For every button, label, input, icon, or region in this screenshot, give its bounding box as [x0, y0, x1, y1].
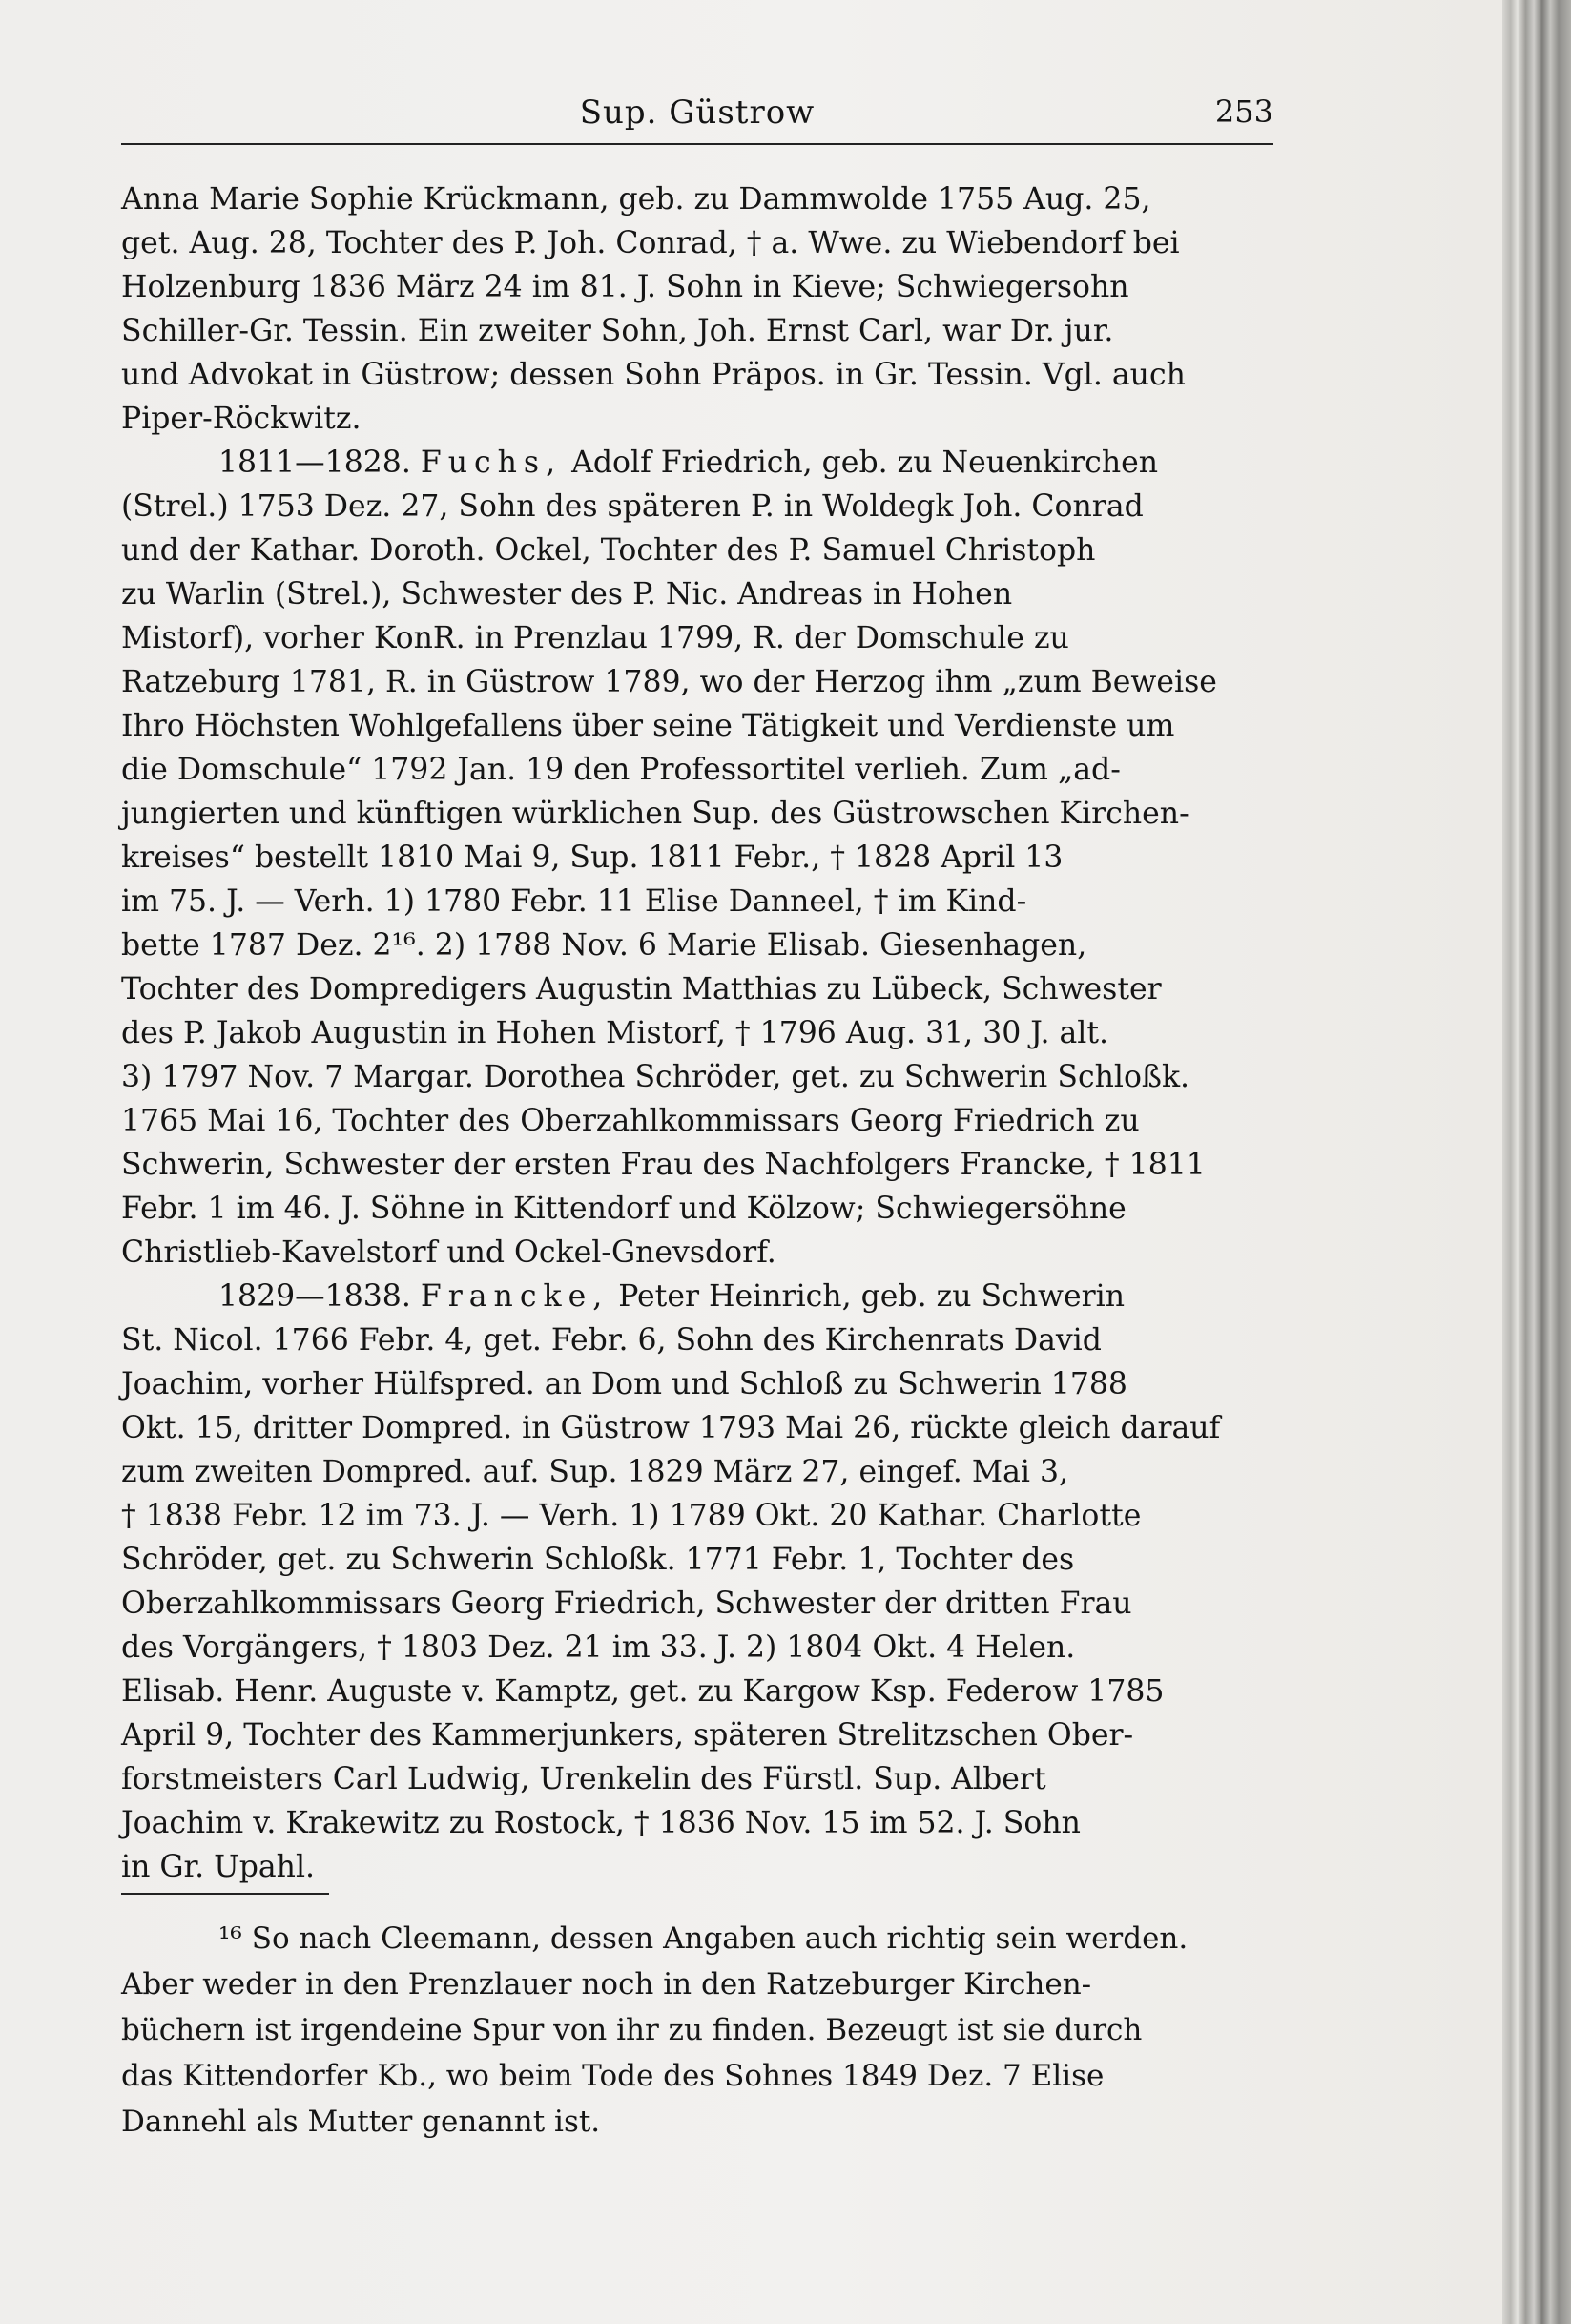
text-line: des Vorgängers, † 1803 Dez. 21 im 33. J. 2) 1804 Okt. 4 Helen. — [121, 1630, 1076, 1665]
text-line: Ratzeburg 1781, R. in Güstrow 1789, wo der Herzog ihm „zum Beweise — [121, 665, 1217, 699]
text-line: Mistorf), vorher KonR. in Prenzlau 1799, R. der Domschule zu — [121, 621, 1069, 655]
text-line: Christlieb-Kavelstorf und Ockel-Gnevsdorf. — [121, 1235, 776, 1270]
text-line: Elisab. Henr. Auguste v. Kamptz, get. zu Kargow Ksp. Federow 1785 — [121, 1674, 1165, 1709]
text-line: † 1838 Febr. 12 im 73. J. — Verh. 1) 1789 Okt. 20 Kathar. Charlotte — [121, 1499, 1142, 1533]
text-line: Tochter des Dompredigers Augustin Matthias zu Lübeck, Schwester — [121, 972, 1162, 1006]
text-line: in Gr. Upahl. — [121, 1850, 316, 1884]
main-text — [121, 177, 1281, 1889]
text-line: Febr. 1 im 46. J. Söhne in Kittendorf und Kölzow; Schwiegersöhne — [121, 1192, 1127, 1226]
text-line: des P. Jakob Augustin in Hohen Mistorf, † 1796 Aug. 31, 30 J. alt. — [121, 1016, 1109, 1050]
footnote-line: das Kittendorfer Kb., wo beim Tode des Sohnes 1849 Dez. 7 Elise — [121, 2059, 1105, 2093]
text-line: Oberzahlkommissars Georg Friedrich, Schwester der dritten Frau — [121, 1587, 1132, 1621]
text-line: die Domschule“ 1792 Jan. 19 den Professortitel verlieh. Zum „ad- — [121, 753, 1121, 787]
footnote-line: ¹⁶ So nach Cleemann, dessen Angaben auch richtig sein werden. — [218, 1921, 1189, 1956]
text-line: Holzenburg 1836 März 24 im 81. J. Sohn in Kieve; Schwiegersohn — [121, 270, 1129, 304]
footnote — [121, 1916, 1281, 2145]
text-line: Schiller-Gr. Tessin. Ein zweiter Sohn, Joh. Ernst Carl, war Dr. jur. — [121, 314, 1114, 348]
footnote-line: büchern ist irgendeine Spur von ihr zu finden. Bezeugt ist sie durch — [121, 2013, 1143, 2047]
entry-years: 1811—1828. — [218, 446, 411, 480]
text-line: Adolf Friedrich, geb. zu Neuenkirchen — [571, 446, 1159, 480]
text-line: get. Aug. 28, Tochter des P. Joh. Conrad, † a. Wwe. zu Wiebendorf bei — [121, 226, 1180, 260]
entry-continuation — [121, 177, 1281, 441]
entry-heading-line — [121, 441, 1281, 485]
text-line: und der Kathar. Doroth. Ockel, Tochter des P. Samuel Christoph — [121, 533, 1096, 568]
text-line: und Advokat in Güstrow; dessen Sohn Präpos. in Gr. Tessin. Vgl. auch — [121, 358, 1186, 392]
text-line: Okt. 15, dritter Dompred. in Güstrow 1793 Mai 26, rückte gleich darauf — [121, 1411, 1221, 1445]
entry-heading-line — [121, 1275, 1281, 1318]
text-line: kreises“ bestellt 1810 Mai 9, Sup. 1811 Febr., † 1828 April 13 — [121, 840, 1064, 875]
text-line: Ihro Höchsten Wohlgefallens über seine Tätigkeit und Verdienste um — [121, 709, 1175, 743]
text-line: 1765 Mai 16, Tochter des Oberzahlkommissars Georg Friedrich zu — [121, 1104, 1140, 1138]
text-line: forstmeisters Carl Ludwig, Urenkelin des Fürstl. Sup. Albert — [121, 1762, 1046, 1796]
entry-fuchs — [121, 441, 1281, 1275]
entry-name: Fuchs, — [420, 446, 563, 480]
page-header — [121, 84, 1273, 145]
text-line: Schröder, get. zu Schwerin Schloßk. 1771 Febr. 1, Tochter des — [121, 1543, 1075, 1577]
entry-francke — [121, 1275, 1281, 1889]
entry-years: 1829—1838. — [218, 1279, 411, 1314]
footnote-line: Aber weder in den Prenzlauer noch in den Ratzeburger Kirchen- — [121, 1967, 1092, 2002]
text-line: Anna Marie Sophie Krückmann, geb. zu Dammwolde 1755 Aug. 25, — [121, 182, 1151, 217]
running-title: Sup. Güstrow — [579, 93, 816, 132]
text-line: April 9, Tochter des Kammerjunkers, späteren Strelitzschen Ober- — [121, 1718, 1134, 1753]
text-line: im 75. J. — Verh. 1) 1780 Febr. 11 Elise Danneel, † im Kind- — [121, 884, 1027, 919]
text-line: St. Nicol. 1766 Febr. 4, get. Febr. 6, Sohn des Kirchenrats David — [121, 1323, 1102, 1358]
text-line: Piper-Röckwitz. — [121, 402, 362, 436]
text-line: 3) 1797 Nov. 7 Margar. Dorothea Schröder, get. zu Schwerin Schloßk. — [121, 1060, 1190, 1094]
text-line: Joachim, vorher Hülfspred. an Dom und Schloß zu Schwerin 1788 — [121, 1367, 1127, 1401]
text-line: jungierten und künftigen würklichen Sup. des Güstrowschen Kirchen- — [121, 797, 1189, 831]
entry-name: Francke, — [420, 1279, 610, 1314]
text-line: Schwerin, Schwester der ersten Frau des Nachfolgers Francke, † 1811 — [121, 1148, 1206, 1182]
text-line: zu Warlin (Strel.), Schwester des P. Nic. Andreas in Hohen — [121, 577, 1013, 612]
text-line: Peter Heinrich, geb. zu Schwerin — [618, 1279, 1126, 1314]
book-binding-edge — [1502, 0, 1571, 2324]
page-number: 253 — [1214, 93, 1273, 130]
text-line: bette 1787 Dez. 2¹⁶. 2) 1788 Nov. 6 Marie Elisab. Giesenhagen, — [121, 928, 1087, 963]
footnote-line: Dannehl als Mutter genannt ist. — [121, 2105, 601, 2139]
text-line: (Strel.) 1753 Dez. 27, Sohn des späteren P. in Woldegk Joh. Conrad — [121, 489, 1144, 524]
text-line: Joachim v. Krakewitz zu Rostock, † 1836 Nov. 15 im 52. J. Sohn — [121, 1806, 1081, 1840]
footnote-divider — [121, 1893, 329, 1895]
text-line: zum zweiten Dompred. auf. Sup. 1829 März 27, eingef. Mai 3, — [121, 1455, 1069, 1489]
